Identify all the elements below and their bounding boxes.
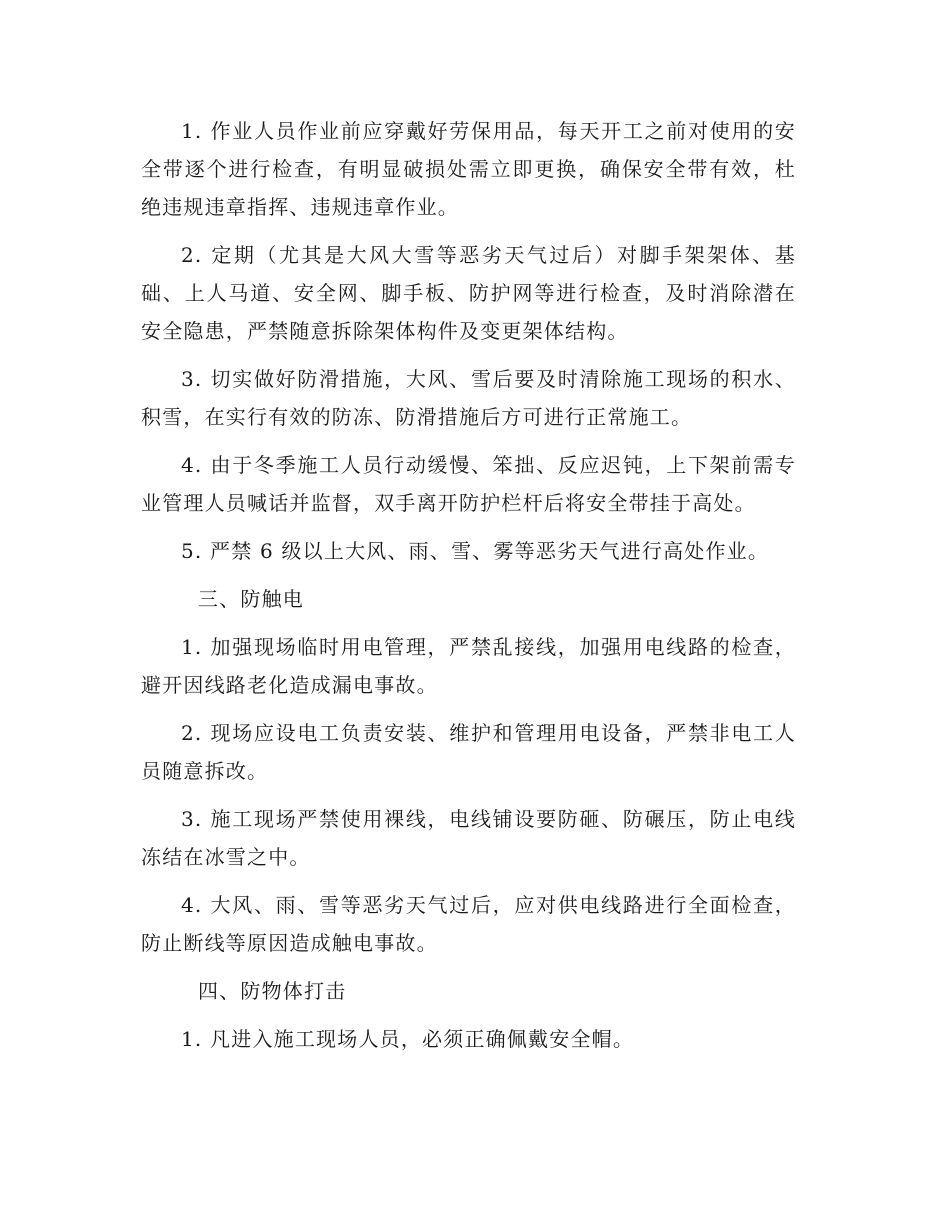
paragraph-line-inspection: 4. 大风、雨、雪等恶劣天气过后，应对供电线路进行全面检查，防止断线等原因造成触电事故。 (141, 893, 796, 955)
paragraph-anti-slip: 3. 切实做好防滑措施，大风、雪后要及时清除施工现场的积水、积雪，在实行有效的防冻、防滑措施后方可进行正常施工。 (141, 367, 796, 429)
document-body (141, 112, 796, 1068)
paragraph-helmet: 1. 凡进入施工现场人员，必须正确佩戴安全帽。 (181, 1027, 635, 1051)
paragraph-safety-belt-check: 1. 作业人员作业前应穿戴好劳保用品，每天开工之前对使用的安全带逐个进行检查，有明显破损处需立即更换，确保安全带有效，杜绝违规违章指挥、违规违章作业。 (141, 119, 796, 219)
heading-electric-shock: 三、防触电 (198, 587, 304, 611)
paragraph-bare-wire: 3. 施工现场严禁使用裸线，电线铺设要防砸、防碾压，防止电线冻结在冰雪之中。 (141, 807, 796, 869)
paragraph-temporary-power: 1. 加强现场临时用电管理，严禁乱接线，加强用电线路的检查，避开因线路老化造成漏电事故。 (141, 635, 796, 697)
heading-object-strike: 四、防物体打击 (198, 979, 347, 1003)
paragraph-weather-ban: 5. 严禁 6 级以上大风、雨、雪、雾等恶劣天气进行高处作业。 (181, 539, 770, 563)
paragraph-supervision: 4. 由于冬季施工人员行动缓慢、笨拙、反应迟钝，上下架前需专业管理人员喊话并监督，双手离开防护栏杆后将安全带挂于高处。 (141, 453, 796, 515)
paragraph-electrician: 2. 现场应设电工负责安装、维护和管理用电设备，严禁非电工人员随意拆改。 (141, 721, 796, 783)
paragraph-scaffold-inspection: 2. 定期（尤其是大风大雪等恶劣天气过后）对脚手架架体、基础、上人马道、安全网、脚手板、防护网等进行检查，及时消除潜在安全隐患，严禁随意拆除架体构件及变更架体结构。 (141, 243, 796, 343)
